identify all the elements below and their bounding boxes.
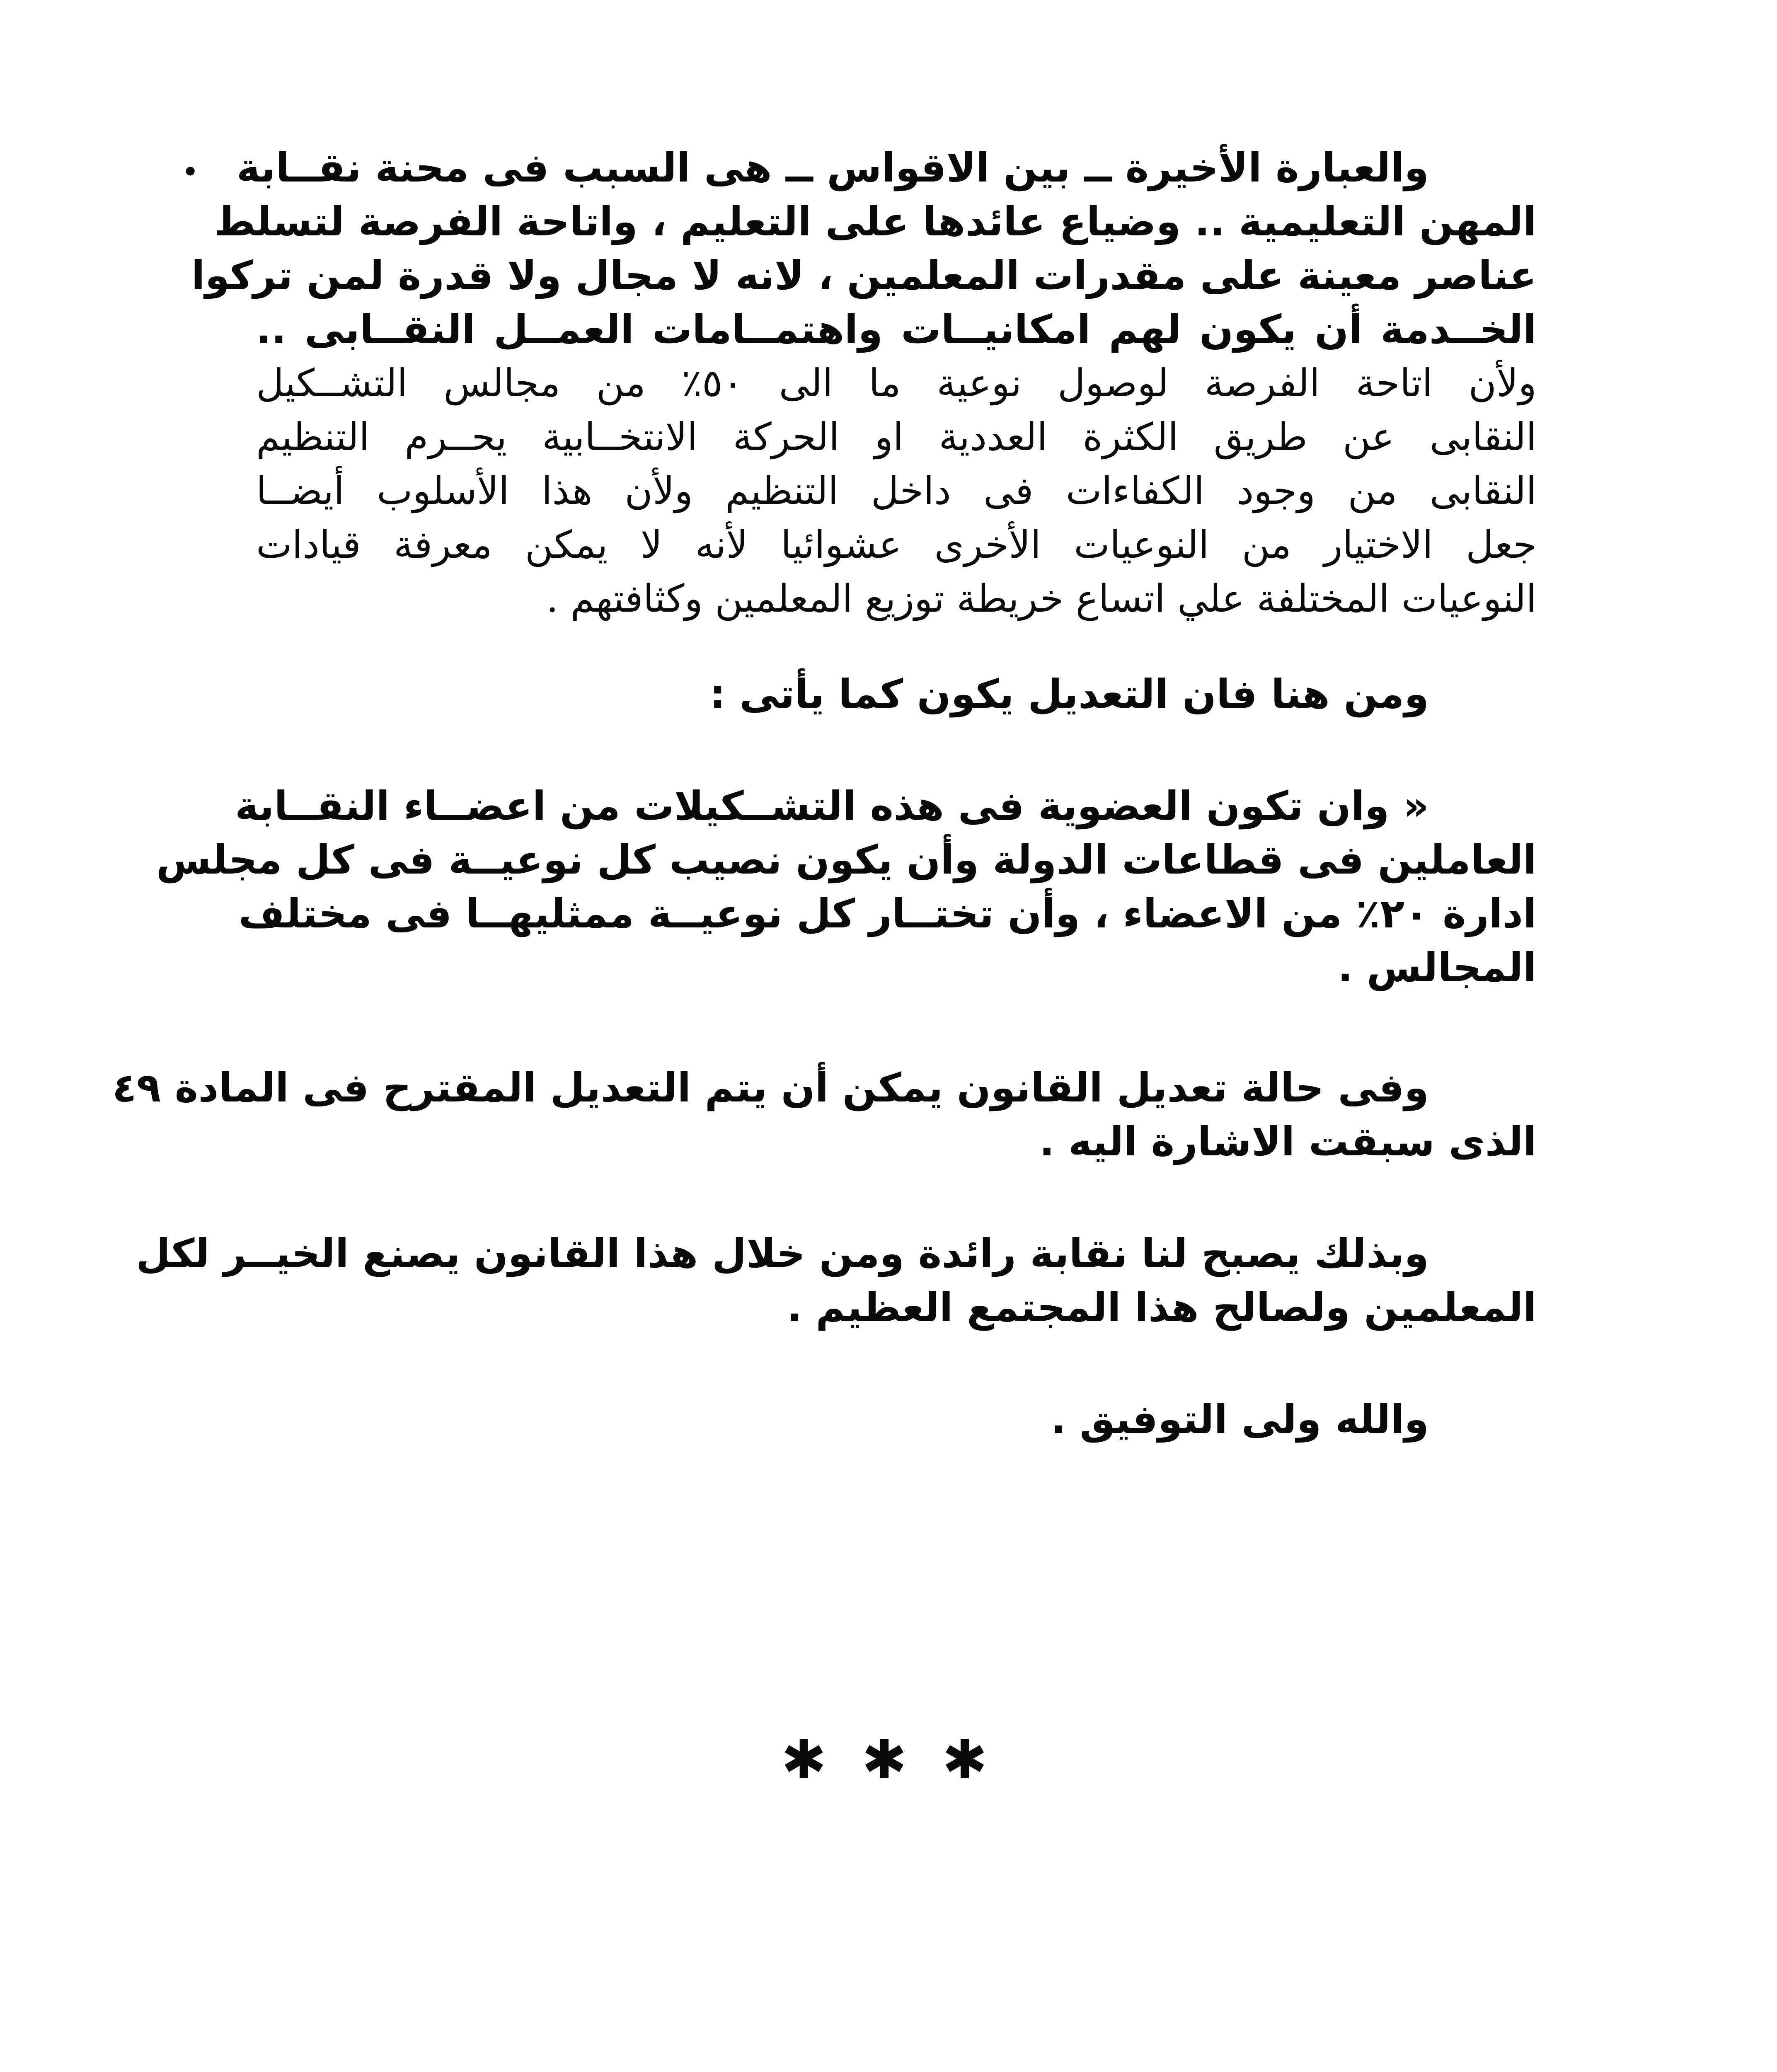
text-line: الخــدمة أن يكون لهم امكانيــات واهتمــامات العمــل النقــابى .. <box>256 306 1537 353</box>
text-line: الذى سبقت الاشارة اليه . <box>1039 1118 1537 1165</box>
text-line: جعل الاختيار من النوعيات الأخرى عشوائيا لأنه لا يمكن معرفة قيادات <box>256 523 1537 567</box>
margin-mark: • <box>182 157 199 186</box>
text-line: النوعيات المختلفة علي اتساع خريطة توزيع المعلمين وكثافتهم . <box>546 576 1537 621</box>
text-line: والعبارة الأخيرة ــ بين الاقواس ــ هى السبب فى محنة نقــابة <box>236 145 1429 191</box>
text-line: ادارة ٢٠٪ من الاعضاء ، وأن تختــار كل نوعيــة ممثليهــا فى مختلف <box>238 891 1537 937</box>
text-line: وفى حالة تعديل القانون يمكن أن يتم التعديل المقترح فى المادة ٤٩ <box>112 1065 1429 1111</box>
paragraph-2 <box>148 667 1429 721</box>
text-line: المجالس . <box>1337 944 1537 991</box>
text-line: عناصر معينة على مقدرات المعلمين ، لانه لا مجال ولا قدرة لمن تركوا <box>191 252 1537 299</box>
paragraph-6 <box>148 1392 1429 1446</box>
paragraph-3 <box>156 779 1537 995</box>
paragraph-5 <box>136 1227 1537 1334</box>
text-line: النقابى عن طريق الكثرة العددية او الحركة الانتخــابية يحــرم التنظيم <box>256 415 1537 459</box>
text-line: ومن هنا فان التعديل يكون كما يأتى : <box>709 671 1429 717</box>
text-line: والله ولى التوفيق . <box>1051 1396 1429 1443</box>
text-line: « وان تكون العضوية فى هذه التشــكيلات من اعضــاء النقــابة <box>235 783 1429 829</box>
text-line: وبذلك يصبح لنا نقابة رائدة ومن خلال هذا القانون يصنع الخيــر لكل <box>136 1230 1429 1277</box>
text-line: المعلمين ولصالح هذا المجتمع العظيم . <box>787 1284 1537 1331</box>
text-line: المهن التعليمية .. وضياع عائدها على التعليم ، واتاحة الفرصة لتسلط <box>214 198 1537 245</box>
paragraph-1 <box>191 141 1537 626</box>
text-line: النقابى من وجود الكفاءات فى داخل التنظيم ولأن هذا الأسلوب أيضــا <box>256 469 1537 513</box>
paragraph-4 <box>112 1061 1537 1169</box>
section-separator: ✱ ✱ ✱ <box>781 1728 996 1791</box>
text-line: العاملين فى قطاعات الدولة وأن يكون نصيب كل نوعيــة فى كل مجلس <box>156 837 1537 883</box>
text-line: ولأن اتاحة الفرصة لوصول نوعية ما الى ٥٠٪ من مجالس التشــكيل <box>256 361 1537 405</box>
